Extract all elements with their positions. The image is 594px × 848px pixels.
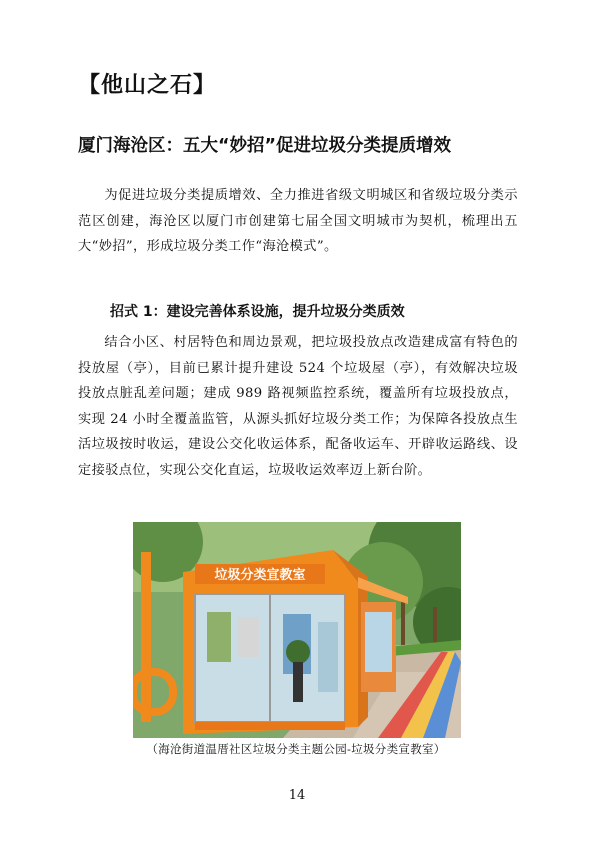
- page-number: 14: [288, 788, 306, 803]
- body-paragraph: 结合小区、村居特色和周边景观，把垃圾投放点改造建成富有特色的投放屋（亭），目前已累计提升建设 524 个垃圾屋（亭），有效解决垃圾投放点脏乱差问题；建成 989 路视频监控系统，覆盖所有垃圾投放点，实现 24 小时全覆盖监管，从源头抓好垃圾分类工作；为保障各投放点生活垃圾按时收运，建设公交化收运体系，配备收运车、开辟收运路线、设定接驳点位，实现公交化直运，垃圾收运效率迈上新台阶。: [78, 335, 518, 478]
- section-heading: 【他山之石】: [78, 73, 217, 98]
- recycling-education-room-photo: [133, 522, 461, 738]
- intro-paragraph: 为促进垃圾分类提质增效、全力推进省级文明城区和省级垃圾分类示范区创建，海沧区以厦门市创建第七届全国文明城市为契机，梳理出五大“妙招”，形成垃圾分类工作“海沧模式”。: [78, 188, 518, 254]
- photo-sign-text: 垃圾分类宣教室: [214, 568, 306, 583]
- subheading-tactic-1: 招式 1：建设完善体系设施，提升垃圾分类质效: [110, 304, 405, 320]
- photo-caption: （海沧街道温厝社区垃圾分类主题公园-垃圾分类宣教室）: [146, 742, 446, 756]
- article-title: 厦门海沧区：五大“妙招”促进垃圾分类提质增效: [78, 136, 452, 156]
